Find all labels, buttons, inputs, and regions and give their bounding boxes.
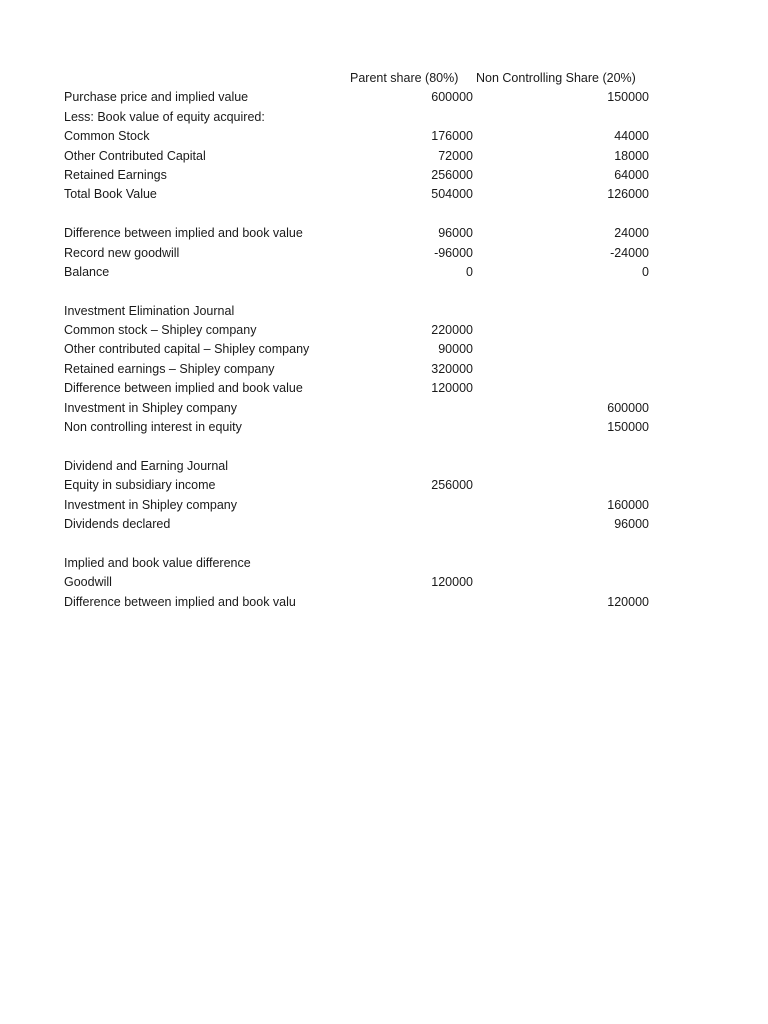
spreadsheet	[64, 69, 664, 612]
noncontrolling-share-value: 150000	[607, 420, 649, 435]
table-row	[64, 340, 664, 359]
row-label: Common Stock	[64, 129, 150, 144]
table-row	[64, 554, 664, 573]
table-row	[64, 573, 664, 592]
row-label: Investment in Shipley company	[64, 400, 238, 415]
row-label: Implied and book value difference	[64, 555, 251, 570]
parent-share-value: 220000	[431, 323, 473, 338]
noncontrolling-share-header: Non Controlling Share (20%)	[476, 71, 636, 85]
sheet-body	[64, 88, 664, 612]
row-label: Dividends declared	[64, 516, 171, 531]
row-label: Goodwill	[64, 575, 112, 590]
row-label: Total Book Value	[64, 187, 157, 202]
noncontrolling-share-value: 64000	[614, 167, 649, 182]
noncontrolling-share-value: 44000	[614, 129, 649, 144]
parent-share-header: Parent share (80%)	[350, 71, 459, 85]
section-spacer	[64, 282, 664, 301]
row-label: Record new goodwill	[64, 245, 180, 260]
noncontrolling-share-value: 18000	[614, 148, 649, 163]
table-row	[64, 593, 664, 612]
noncontrolling-share-value: 160000	[607, 497, 649, 512]
row-label: Purchase price and implied value	[64, 90, 249, 105]
parent-share-value: 600000	[431, 90, 473, 105]
noncontrolling-share-value: 126000	[607, 187, 649, 202]
parent-share-value: 0	[466, 264, 473, 279]
row-label: Non controlling interest in equity	[64, 420, 242, 435]
row-label: Retained earnings – Shipley company	[64, 361, 275, 376]
header-row	[64, 69, 664, 88]
row-label: Balance	[64, 264, 110, 279]
noncontrolling-share-value: 150000	[607, 90, 649, 105]
row-label: Difference between implied and book value	[64, 226, 303, 241]
section-spacer	[64, 205, 664, 224]
table-row	[64, 321, 664, 340]
noncontrolling-share-value: -24000	[610, 245, 649, 260]
row-label: Investment Elimination Journal	[64, 303, 235, 318]
table-row	[64, 379, 664, 398]
parent-share-value: 120000	[431, 381, 473, 396]
row-label: Retained Earnings	[64, 167, 167, 182]
table-row	[64, 244, 664, 263]
row-label: Investment in Shipley company	[64, 497, 238, 512]
parent-share-value: 176000	[431, 129, 473, 144]
table-row	[64, 88, 664, 107]
row-label: Equity in subsidiary income	[64, 478, 216, 493]
parent-share-value: 120000	[431, 575, 473, 590]
row-label: Dividend and Earning Journal	[64, 458, 228, 473]
parent-share-value: 256000	[431, 478, 473, 493]
table-row	[64, 457, 664, 476]
noncontrolling-share-value: 120000	[607, 594, 649, 609]
row-label: Difference between implied and book valu	[64, 594, 296, 609]
table-row	[64, 476, 664, 495]
parent-share-value: 96000	[438, 226, 473, 241]
table-row	[64, 418, 664, 437]
parent-share-value: 90000	[438, 342, 473, 357]
section-spacer	[64, 534, 664, 553]
row-label: Common stock – Shipley company	[64, 323, 257, 338]
table-row	[64, 108, 664, 127]
parent-share-value: 72000	[438, 148, 473, 163]
table-row	[64, 263, 664, 282]
table-row	[64, 166, 664, 185]
table-row	[64, 399, 664, 418]
row-label: Difference between implied and book value	[64, 381, 303, 396]
parent-share-value: -96000	[434, 245, 473, 260]
table-row	[64, 302, 664, 321]
noncontrolling-share-value: 24000	[614, 226, 649, 241]
table-row	[64, 515, 664, 534]
table-row	[64, 224, 664, 243]
table-row	[64, 127, 664, 146]
noncontrolling-share-value: 0	[642, 264, 649, 279]
table-row	[64, 185, 664, 204]
parent-share-value: 504000	[431, 187, 473, 202]
section-spacer	[64, 437, 664, 456]
table-row	[64, 147, 664, 166]
noncontrolling-share-value: 600000	[607, 400, 649, 415]
row-label: Less: Book value of equity acquired:	[64, 109, 265, 124]
noncontrolling-share-value: 96000	[614, 516, 649, 531]
table-row	[64, 496, 664, 515]
table-row	[64, 360, 664, 379]
parent-share-value: 256000	[431, 167, 473, 182]
row-label: Other contributed capital – Shipley company	[64, 342, 310, 357]
row-label: Other Contributed Capital	[64, 148, 206, 163]
parent-share-value: 320000	[431, 361, 473, 376]
